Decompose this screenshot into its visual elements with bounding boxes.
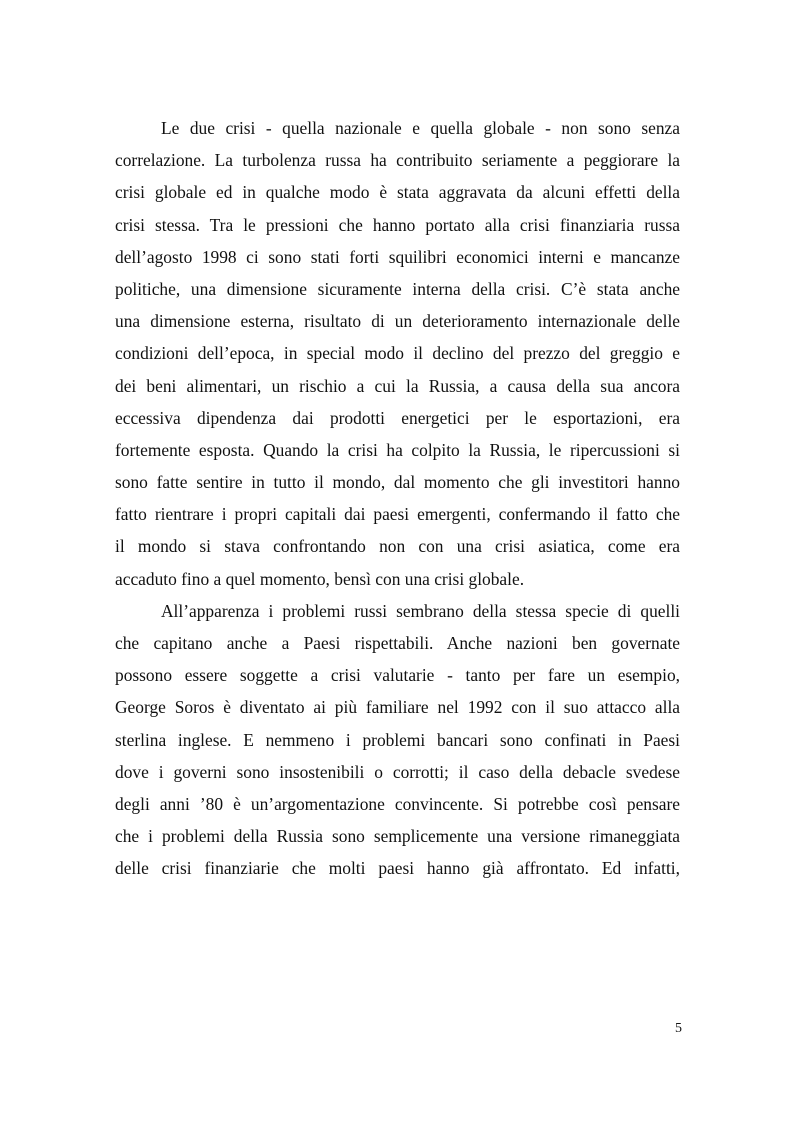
text-line: condizioni dell’epoca, in special modo il declino del prezzo del greggio e xyxy=(115,343,680,364)
text-line: fatto rientrare i propri capitali dai paesi emergenti, confermando il fatto che xyxy=(115,504,680,525)
text-line: crisi stessa. Tra le pressioni che hanno portato alla crisi finanziaria russa xyxy=(115,214,680,235)
text-line: il mondo si stava confrontando non con una crisi asiatica, come era xyxy=(115,536,680,557)
text-line: Le due crisi - quella nazionale e quella globale - non sono senza xyxy=(161,118,680,138)
text-line: George Soros è diventato ai più familiare nel 1992 con il suo attacco alla xyxy=(115,697,680,718)
text-line: degli anni ’80 è un’argomentazione convincente. Si potrebbe così pensare xyxy=(115,793,680,814)
text-line: possono essere soggette a crisi valutarie - tanto per fare un esempio, xyxy=(115,665,680,686)
text-line: accaduto fino a quel momento, bensì con una crisi globale. xyxy=(115,568,525,589)
text-line: correlazione. La turbolenza russa ha contribuito seriamente a peggiorare la xyxy=(115,150,680,171)
text-line: dove i governi sono insostenibili o corrotti; il caso della debacle svedese xyxy=(115,761,680,782)
text-line: dell’agosto 1998 ci sono stati forti squilibri economici interni e mancanze xyxy=(115,246,680,267)
text-line: fortemente esposta. Quando la crisi ha colpito la Russia, le ripercussioni si xyxy=(115,439,680,460)
text-line: delle crisi finanziarie che molti paesi hanno già affrontato. Ed infatti, xyxy=(115,858,680,879)
text-line: che i problemi della Russia sono semplicemente una versione rimaneggiata xyxy=(115,826,680,847)
text-line: una dimensione esterna, risultato di un deterioramento internazionale delle xyxy=(115,311,680,332)
text-line: sterlina inglese. E nemmeno i problemi bancari sono confinati in Paesi xyxy=(115,729,680,750)
paragraph-2 xyxy=(115,595,680,885)
text-line: crisi globale ed in qualche modo è stata aggravata da alcuni effetti della xyxy=(115,182,680,203)
text-line: sono fatte sentire in tutto il mondo, dal momento che gli investitori hanno xyxy=(115,472,680,493)
text-line: All’apparenza i problemi russi sembrano della stessa specie di quelli xyxy=(161,600,680,621)
text-line: dei beni alimentari, un rischio a cui la Russia, a causa della sua ancora xyxy=(115,375,680,396)
text-line: politiche, una dimensione sicuramente interna della crisi. C’è stata anche xyxy=(115,278,680,299)
paragraph-1 xyxy=(115,112,680,595)
text-line: eccessiva dipendenza dai prodotti energetici per le esportazioni, era xyxy=(115,407,680,428)
body-text xyxy=(115,112,680,885)
page-number: 5 xyxy=(675,1021,682,1036)
text-line: che capitano anche a Paesi rispettabili. Anche nazioni ben governate xyxy=(115,633,680,653)
